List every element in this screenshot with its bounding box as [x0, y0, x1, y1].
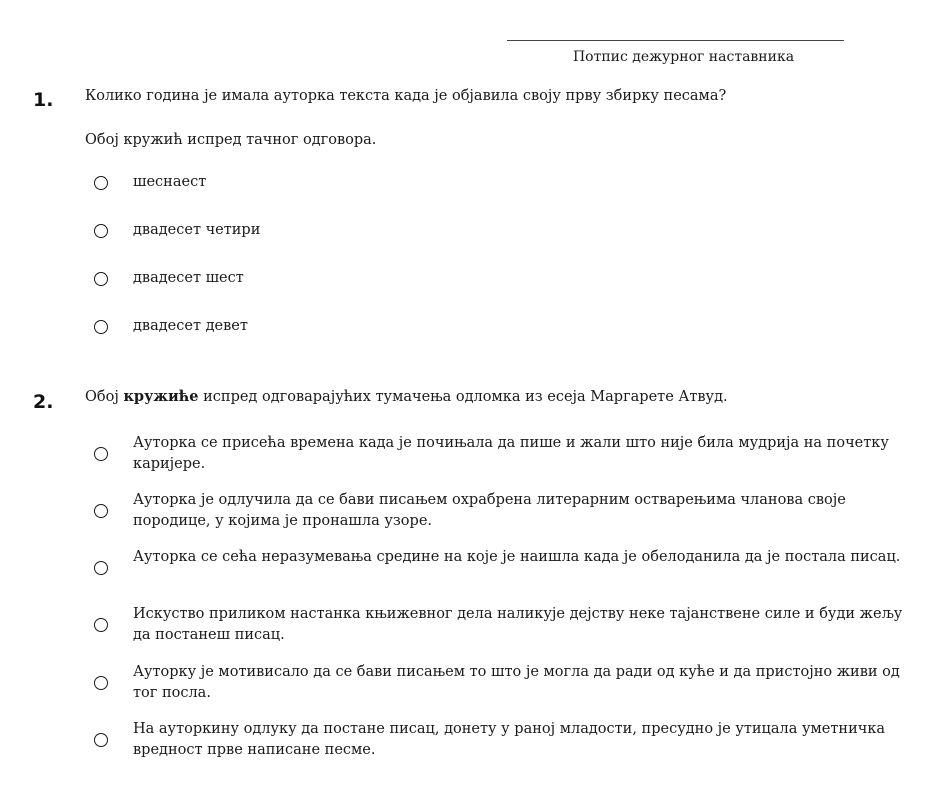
q1-option-2-radio[interactable] — [94, 224, 108, 238]
q2-option-4-radio[interactable] — [94, 618, 108, 632]
q2-option-6-radio[interactable] — [94, 733, 108, 747]
signature-caption: Потпис дежурног наставника — [572, 49, 795, 65]
q2-option-5-radio[interactable] — [94, 676, 108, 690]
q2-option-1-radio[interactable] — [94, 447, 108, 461]
question-1-number: 1. — [33, 89, 54, 111]
q1-option-1-radio[interactable] — [94, 176, 108, 190]
q2-option-6-label: На ауторкину одлуку да постане писац, донету у раној младости, пресудно је утицала уметничка вредност прве написане песме. — [133, 721, 886, 758]
question-1-instruction: Обој кружић испред тачног одговора. — [85, 132, 377, 148]
q2-option-1-label: Ауторка се присећа времена када је почињала да пише и жали што није била мудрија на почетку каријере. — [133, 435, 889, 472]
q1-option-4-radio[interactable] — [94, 320, 108, 334]
signature-line — [507, 40, 844, 41]
question-2-text — [85, 388, 728, 405]
q1-option-2-label: двадесет четири — [133, 222, 261, 238]
q2-option-2-label: Ауторка је одлучила да се бави писањем охрабрена литерарним остварењима чланова своје породице, у којима је пронашла узоре. — [133, 492, 846, 529]
q1-option-3-label: двадесет шест — [133, 270, 244, 286]
q2-option-2-radio[interactable] — [94, 504, 108, 518]
q2-option-5-label: Ауторку је мотивисало да се бави писањем то што је могла да ради од куће и да пристојно живи од тог посла. — [133, 664, 900, 701]
q2-option-4-label: Искуство приликом настанка књижевног дела наликује дејству неке тајанствене силе и буди жељу да постанеш писац. — [133, 606, 903, 643]
question-1-text: Колико година је имала ауторка текста када је објавила своју прву збирку песама? — [85, 88, 727, 104]
q1-option-1-label: шеснаест — [133, 174, 207, 190]
q2-option-3-label: Ауторка се сећа неразумевања средине на које је наишла када је обелоданила да је постала писац. — [133, 549, 901, 565]
question-2-text-end: испред одговарајућих тумачења одломка из есеја Маргарете Атвуд. — [198, 389, 728, 405]
q2-option-3-radio[interactable] — [94, 561, 108, 575]
q1-option-4-label: двадесет девет — [133, 318, 248, 334]
question-2-text-emphasis: кружиће — [123, 388, 199, 405]
question-2-text-start: Обој — [85, 389, 124, 405]
q1-option-3-radio[interactable] — [94, 272, 108, 286]
question-2-number: 2. — [33, 391, 54, 413]
